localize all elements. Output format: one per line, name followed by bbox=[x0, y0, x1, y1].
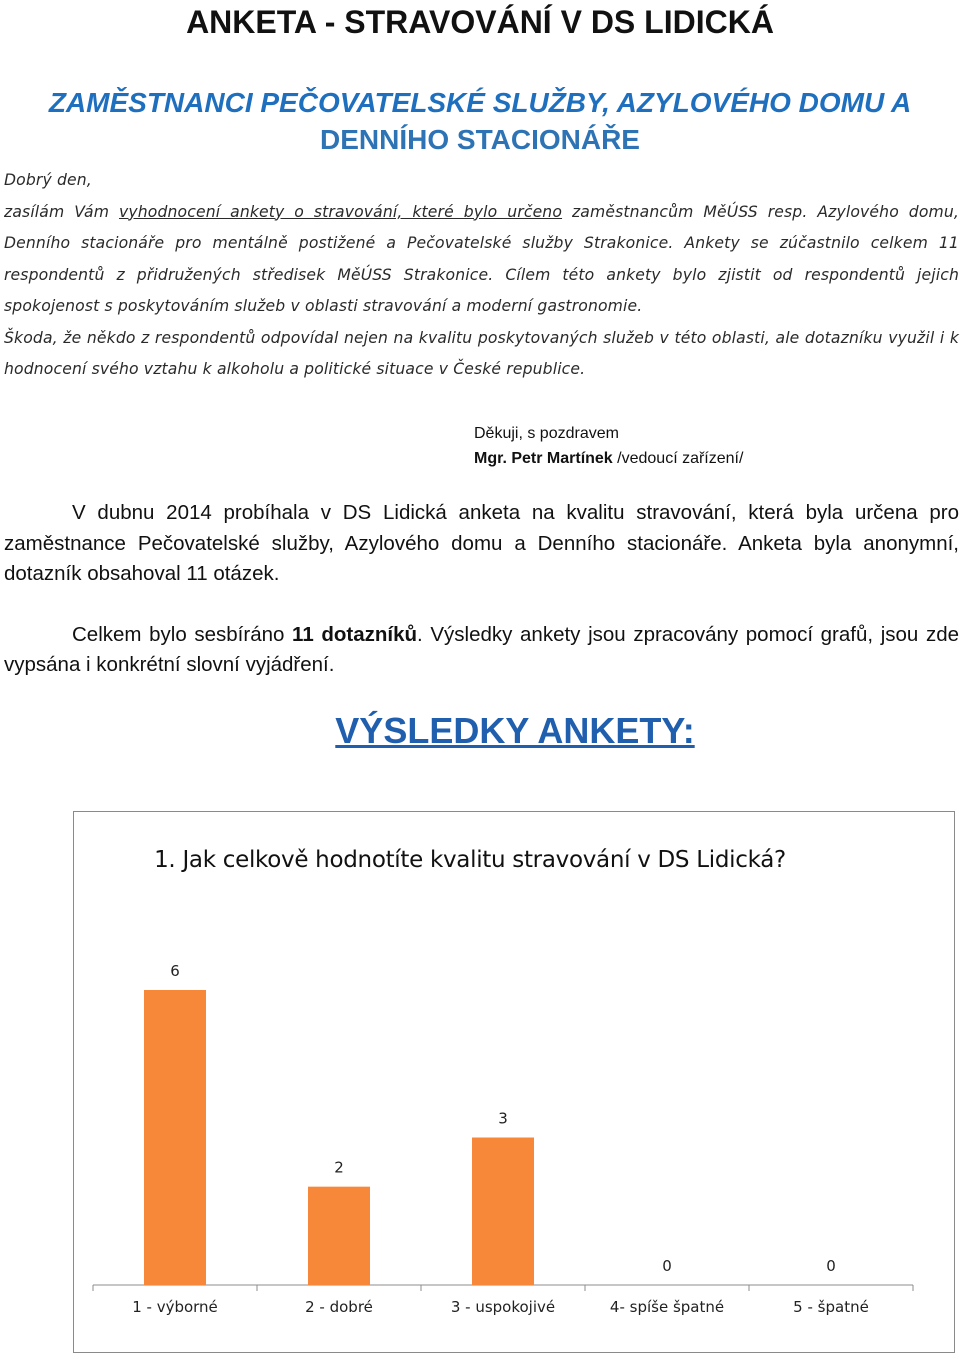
subtitle-line-1: ZAMĚSTNANCI PEČOVATELSKÉ SLUŽBY, AZYLOVÉHO DOMU A bbox=[48, 87, 912, 118]
x-tick-label: 5 - špatné bbox=[793, 1298, 869, 1316]
chart-bar bbox=[308, 1187, 370, 1285]
chart-bar bbox=[472, 1138, 534, 1286]
intro-p2-rest: . Výsledky ankety jsou zpracovány pomocí grafů, jsou zde vypsána i konkrétní slovní vyjádření. bbox=[4, 622, 960, 676]
results-heading: VÝSLEDKY ANKETY: bbox=[335, 710, 695, 751]
letter-p1-rest: zaměstnancům MěÚSS resp. Azylového domu, Denního stacionáře pro mentálně postižené a Pečovatelské služby Strakonice. Ankety se zúčastnilo celkem 11 respondentů z přidružených středisek MěÚSS Strakonice. Cílem této ankety bylo zjistit od respondentů jejich spokojenost s poskytováním služeb v oblasti stravování a moderní gastronomie. bbox=[4, 202, 959, 315]
letter-greeting: Dobrý den, bbox=[4, 171, 92, 189]
x-tick-label: 4- spíše špatné bbox=[609, 1298, 725, 1316]
bar-data-label: 6 bbox=[170, 962, 180, 980]
x-tick-label: 1 - výborné bbox=[132, 1298, 218, 1316]
chart-bar bbox=[144, 990, 206, 1285]
signature-name: Mgr. Petr Martínek bbox=[474, 450, 613, 467]
x-tick-label: 3 - uspokojivé bbox=[450, 1298, 556, 1316]
chart-title: 1. Jak celkově hodnotíte kvalitu stravování v DS Lidická? bbox=[154, 847, 786, 873]
intro-p2-bold: 11 dotazníků bbox=[292, 622, 418, 646]
intro-p2-start: Celkem bylo sesbíráno bbox=[72, 622, 293, 646]
bar-data-label: 0 bbox=[662, 1257, 672, 1275]
signature-role: /vedoucí zařízení/ bbox=[612, 450, 744, 467]
bar-data-label: 3 bbox=[498, 1109, 508, 1128]
intro-paragraph-1: V dubnu 2014 probíhala v DS Lidická anketa na kvalitu stravování, která byla určena pro zaměstnance Pečovatelské služby, Azylového domu a Denního stacionáře. Anketa byla anonymní, dotazník obsahoval 11 otázek. bbox=[4, 501, 959, 585]
bar-data-label: 2 bbox=[334, 1158, 344, 1177]
letter-paragraph-2: Škoda, že někdo z respondentů odpovídal nejen na kvalitu poskytovaných služeb v této oblasti, ale dotazníku využil i k hodnocení svého vztahu k alkoholu a politické situace v České republice. bbox=[4, 328, 959, 378]
bar-data-label: 0 bbox=[826, 1257, 836, 1275]
page-title: ANKETA - STRAVOVÁNÍ V DS LIDICKÁ bbox=[186, 4, 774, 40]
letter-p1-underlined: vyhodnocení ankety o stravování, které bylo určeno bbox=[118, 202, 563, 221]
closing-line: Děkuji, s pozdravem bbox=[474, 425, 619, 442]
x-tick-label: 2 - dobré bbox=[305, 1298, 373, 1316]
subtitle-line-2: DENNÍHO STACIONÁŘE bbox=[320, 124, 640, 155]
letter-p1-start: zasílám Vám bbox=[4, 202, 119, 221]
